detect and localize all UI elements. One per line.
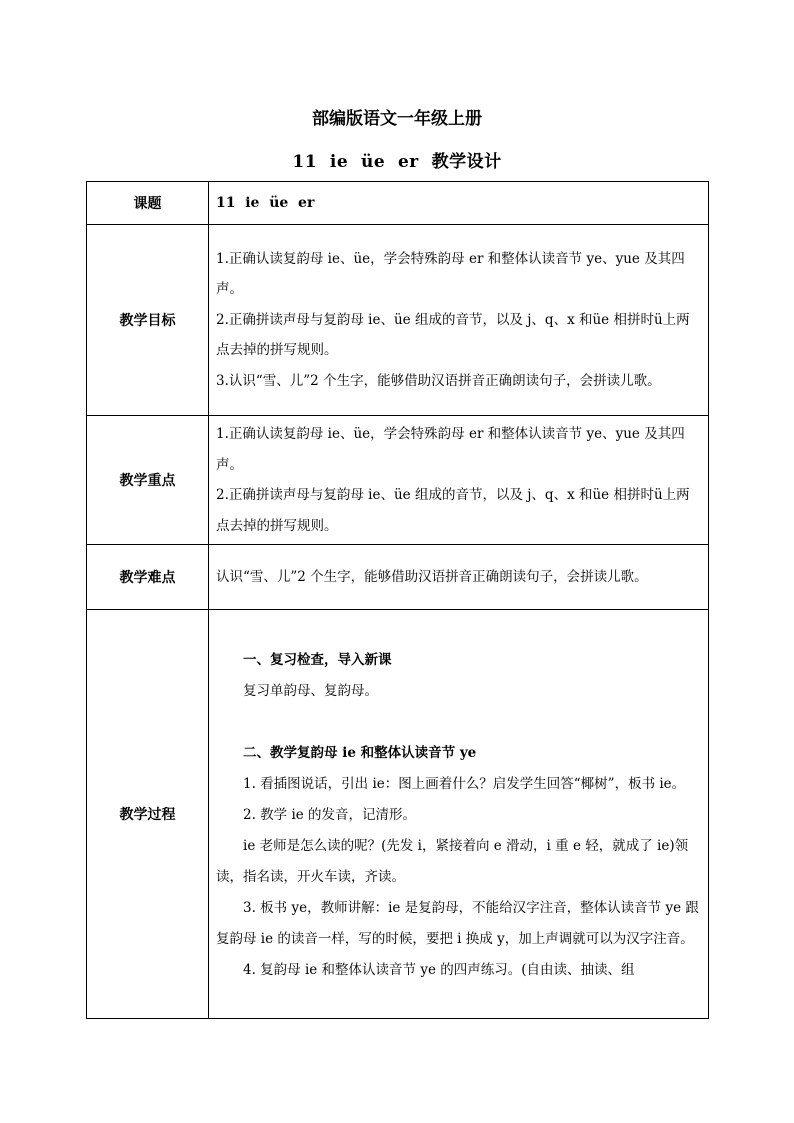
- goal-item: 1.正确认读复韵母 ie、üe，学会特殊韵母 er 和整体认读音节 ye、yue 及其四声。: [216, 250, 685, 298]
- key-point-item: 1.正确认读复韵母 ie、üe，学会特殊韵母 er 和整体认读音节 ye、yue 及其四声。: [216, 426, 685, 473]
- blank-line: [216, 707, 702, 738]
- process-content: [209, 610, 709, 1019]
- goal-item: 2.正确拼读声母与复韵母 ie、üe 组成的音节，以及 j、q、x 和üe 相拼时ü上两点去掉的拼写规则。: [216, 311, 690, 359]
- step-text: 2. 教学 ie 的发音，记清形。: [243, 806, 417, 823]
- table-row-goals: [87, 225, 709, 416]
- key-points-content: [209, 416, 709, 545]
- label-difficulty: 教学难点: [87, 545, 209, 610]
- table-row-title: [87, 182, 709, 225]
- step-text: 4. 复韵母 ie 和整体认读音节 ye 的四声练习。(自由读、抽读、组: [243, 961, 635, 978]
- section-text: 复习单韵母、复韵母。: [243, 682, 378, 699]
- label-key-points: 教学重点: [87, 416, 209, 545]
- step-text: 3. 板书 ye，教师讲解：ie 是复韵母，不能给汉字注音，整体认读音节 ye 跟复韵母 ie 的读音一样，写的时候，要把 i 换成 y，加上声调就可以为汉字注音。: [216, 899, 699, 947]
- document-subtitle: 11 ie üe er 教学设计: [292, 152, 502, 172]
- label-process: 教学过程: [87, 610, 209, 1019]
- difficulty-content: 认识“雪、儿”2 个生字，能够借助汉语拼音正确朗读句子，会拼读儿歌。: [209, 545, 709, 610]
- section-heading: 二、教学复韵母 ie 和整体认读音节 ye: [243, 744, 477, 761]
- step-detail: ie 老师是怎么读的呢？(先发 i，紧接着向 e 滑动，i 重 e 轻，就成了 ie)领读，指名读，开火车读，齐读。: [216, 837, 689, 885]
- section-heading: 一、复习检查，导入新课: [243, 651, 392, 668]
- label-topic: 课题: [87, 182, 209, 225]
- label-goals: 教学目标: [87, 225, 209, 416]
- key-point-item: 2.正确拼读声母与复韵母 ie、üe 组成的音节，以及 j、q、x 和üe 相拼时ü上两点去掉的拼写规则。: [216, 487, 690, 534]
- document-title: 部编版语文一年级上册: [312, 109, 482, 129]
- lesson-plan-table: [86, 181, 709, 1019]
- step-text: 1. 看插图说话，引出 ie：图上画着什么？启发学生回答“椰树”，板书 ie。: [243, 775, 686, 792]
- table-row-key-points: [87, 416, 709, 545]
- goals-content: [209, 225, 709, 416]
- topic-value: 11 ie üe er: [209, 182, 709, 225]
- table-row-process: [87, 610, 709, 1019]
- goal-item: 3.认识“雪、儿”2 个生字，能够借助汉语拼音正确朗读句子，会拼读儿歌。: [216, 372, 661, 389]
- table-row-difficulty: [87, 545, 709, 610]
